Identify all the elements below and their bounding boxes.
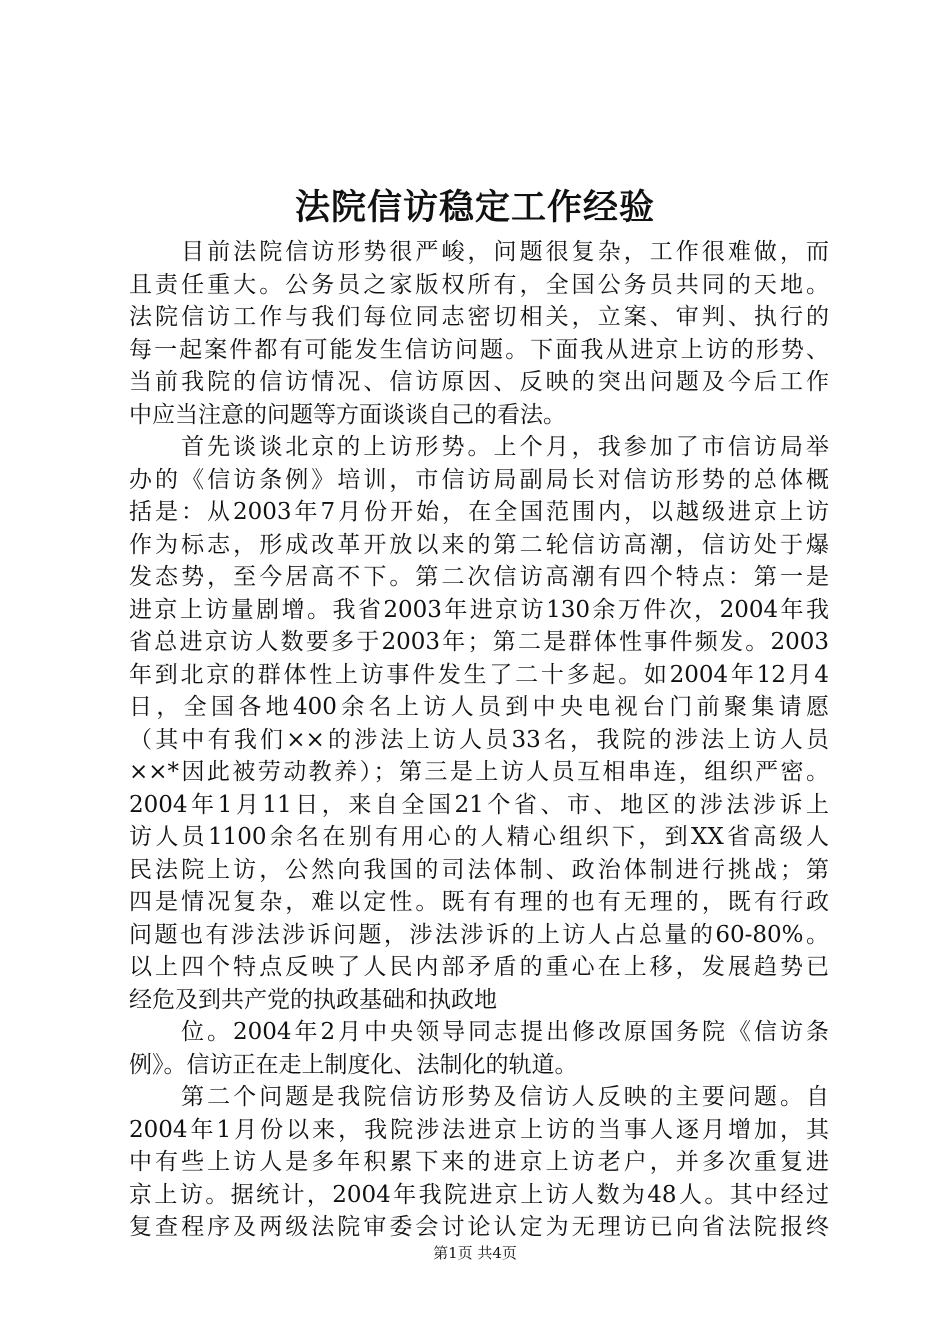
text-line: 发态势，至今居高不下。第二次信访高潮有四个特点：第一是 [129,564,829,590]
document-title: 法院信访稳定工作经验 [294,187,655,228]
text-line: 进京上访量剧增。我省2003年进京访130余万件次，2004年我 [129,596,829,623]
text-line: ××*因此被劳动教养）；第三是上访人员互相串连，组织严密。 [129,759,829,785]
text-line: 年到北京的群体性上访事件发生了二十多起。如2004年12月4 [129,661,829,688]
text-line: 作为标志，形成改革开放以来的第二轮信访高潮，信访处于爆 [129,531,829,558]
text-line: 括是：从2003年7月份开始，在全国范围内，以越级进京上访 [129,499,829,525]
text-line: 每一起案件都有可能发生信访问题。下面我从进京上访的形势、 [129,336,829,363]
text-line: 民法院上访，公然向我国的司法体制、政治体制进行挑战；第 [129,856,829,883]
text-line: 四是情况复杂，难以定性。既有有理的也有无理的，既有行政 [129,889,829,915]
text-line: 日，全国各地400余名上访人员到中央电视台门前聚集请愿 [129,694,829,720]
text-line: 2004年1月11日，来自全国21个省、市、地区的涉法涉诉上 [129,791,829,818]
text-line: 复查程序及两级法院审委会讨论认定为无理访已向省法院报终 [129,1214,829,1240]
text-line: 且责任重大。公务员之家版权所有，全国公务员共同的天地。 [129,271,829,298]
text-line: 访人员1100余名在别有用心的人精心组织下，到XX省高级人 [129,824,829,850]
text-line: 省总进京访人数要多于2003年；第二是群体性事件频发。2003 [129,629,829,655]
text-line: 首先谈谈北京的上访形势。上个月，我参加了市信访局举 [129,434,829,460]
text-line: 经危及到共产党的执政基础和执政地 [129,986,497,1013]
text-line: 以上四个特点反映了人民内部矛盾的重心在上移，发展趋势已 [129,954,829,980]
text-line: （其中有我们××的涉法上访人员33名，我院的涉法上访人员 [129,726,829,753]
text-line: 京上访。据统计，2004年我院进京上访人数为48人。其中经过 [129,1181,829,1208]
text-line: 第二个问题是我院信访形势及信访人反映的主要问题。自 [129,1084,829,1110]
text-line: 例》。信访正在走上制度化、法制化的轨道。 [129,1051,578,1078]
text-line: 中有些上访人是多年积累下来的进京上访老户，并多次重复进 [129,1149,829,1175]
page-footer: 第1页 共4页 [433,1244,517,1262]
text-line: 目前法院信访形势很严峻，问题很复杂，工作很难做，而 [129,239,829,265]
text-line: 中应当注意的问题等方面谈谈自己的看法。 [129,401,566,428]
text-line: 位。2004年2月中央领导同志提出修改原国务院《信访条 [129,1019,829,1045]
text-line: 办的《信访条例》培训，市信访局副局长对信访形势的总体概 [129,466,829,493]
text-line: 2004年1月份以来，我院涉法进京上访的当事人逐月增加，其 [129,1116,829,1143]
text-line: 问题也有涉法涉诉问题，涉法涉诉的上访人占总量的60-80%。 [129,921,829,948]
text-line: 法院信访工作与我们每位同志密切相关，立案、审判、执行的 [129,304,829,330]
document-body [129,236,829,1244]
text-line: 当前我院的信访情况、信访原因、反映的突出问题及今后工作 [129,369,829,395]
